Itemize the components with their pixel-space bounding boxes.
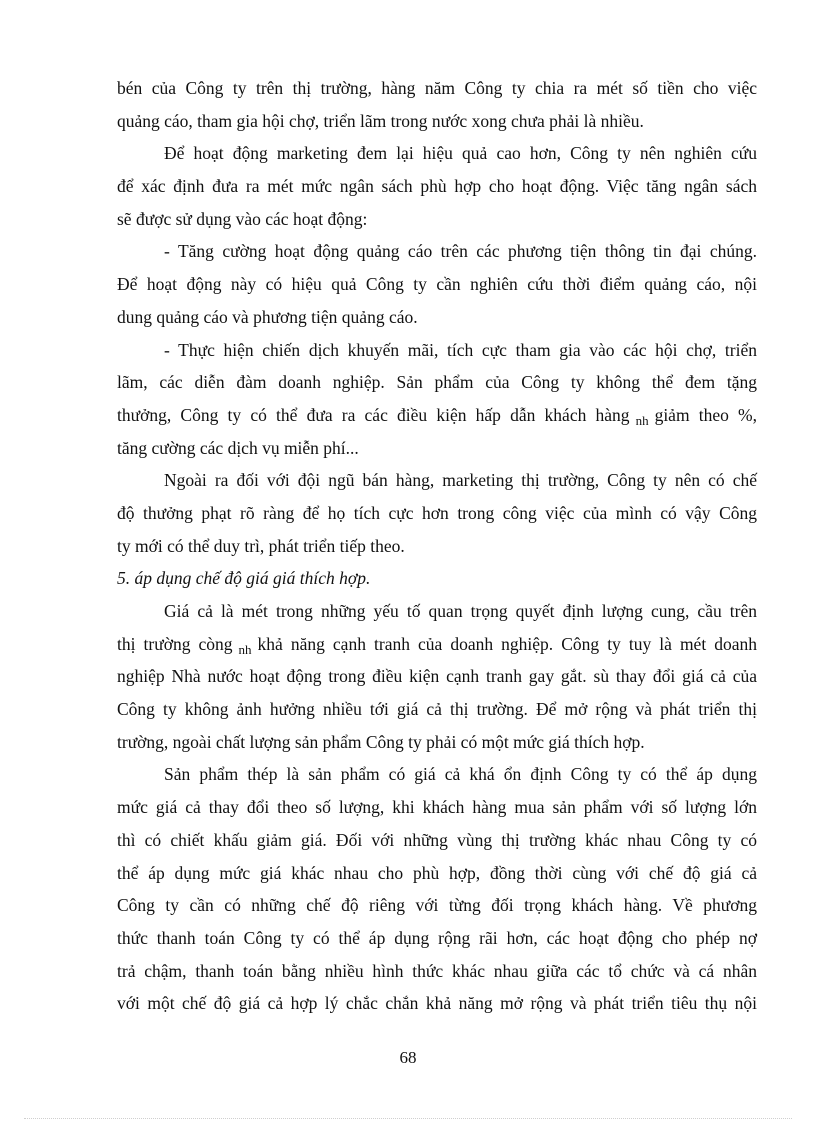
text-line: bén của Công ty trên thị trường, hàng năm Công ty chia ra mét số tiền cho việc <box>117 78 757 98</box>
text-line: trả chậm, thanh toán bằng nhiều hình thức khác nhau giữa các tổ chức và cá nhân <box>117 960 757 981</box>
text-segment: giảm theo %, <box>654 404 758 425</box>
text-line: quảng cáo, tham gia hội chợ, triển lãm trong nước xong chưa phải là nhiều. <box>117 110 644 131</box>
text-line: Công ty không ảnh hưởng nhiều tới giá cả thị trường. Để mở rộng và phát triển thị <box>117 699 757 720</box>
text-segment: thị trường còng <box>117 633 233 654</box>
text-line: để xác định đưa ra mét mức ngân sách phù hợp cho hoạt động. Việc tăng ngân sách <box>117 176 757 197</box>
page-number: 68 <box>399 1048 417 1067</box>
text-line-with-subscript <box>117 399 757 432</box>
text-line: thể áp dụng mức giá khác nhau cho phù hợp, đồng thời cùng với chế độ giá cả <box>117 862 757 883</box>
text-line: độ thưởng phạt rõ ràng để họ tích cực hơn trong công việc của mình có vậy Công <box>117 502 757 523</box>
text-segment: thưởng, Công ty có thể đưa ra các điều kiện hấp dẫn khách hàng <box>117 404 630 425</box>
paragraph-first-line: Giá cả là mét trong những yếu tố quan trọng quyết định lượng cung, cầu trên <box>164 601 757 621</box>
text-line: thì có chiết khấu giảm giá. Đối với những vùng thị trường khác nhau Công ty có <box>117 829 757 850</box>
paragraph-first-line: Ngoài ra đối với đội ngũ bán hàng, marketing thị trường, Công ty nên có chế <box>164 470 757 491</box>
subscript-fragment: nh <box>238 641 252 657</box>
text-line: ty mới có thể duy trì, phát triển tiếp theo. <box>117 535 405 556</box>
bullet-item-first-line: - Tăng cường hoạt động quảng cáo trên các phương tiện thông tin đại chúng. <box>164 241 757 262</box>
text-line: thức thanh toán Công ty có thể áp dụng rộng rãi hơn, các hoạt động cho phép nợ <box>117 927 757 948</box>
text-line: với một chế độ giá cả hợp lý chắc chắn khả năng mở rộng và phát triển tiêu thụ nội <box>117 993 757 1014</box>
text-line: trường, ngoài chất lượng sản phẩm Công ty phải có một mức giá thích hợp. <box>117 731 645 752</box>
text-line: lãm, các diễn đàm doanh nghiệp. Sản phẩm của Công ty không thể đem tặng <box>117 372 757 393</box>
page-bottom-border <box>24 1118 792 1119</box>
text-line: sẽ được sử dụng vào các hoạt động: <box>117 208 368 229</box>
paragraph-first-line: Sản phẩm thép là sản phẩm có giá cả khá ổn định Công ty có thể áp dụng <box>164 764 757 785</box>
text-line: tăng cường các dịch vụ miễn phí... <box>117 437 359 458</box>
text-line: mức giá cả thay đổi theo số lượng, khi khách hàng mua sản phẩm với số lượng lớn <box>117 797 757 818</box>
text-line-with-subscript <box>117 628 757 661</box>
section-heading: 5. áp dụng chế độ giá giá thích hợp. <box>117 568 371 589</box>
bullet-item-first-line: - Thực hiện chiến dịch khuyến mãi, tích cực tham gia vào các hội chợ, triển <box>164 339 757 360</box>
text-line: nghiệp Nhà nước hoạt động trong điều kiện cạnh tranh gay gắt. sù thay đổi giá cả của <box>117 666 757 687</box>
text-line: Để hoạt động này có hiệu quả Công ty cần nghiên cứu thời điểm quảng cáo, nội <box>117 274 757 295</box>
paragraph-first-line: Để hoạt động marketing đem lại hiệu quả cao hơn, Công ty nên nghiên cứu <box>164 143 757 164</box>
text-line: Công ty cần có những chế độ riêng với từng đối trọng khách hàng. Về phương <box>117 895 757 916</box>
subscript-fragment: nh <box>635 412 649 428</box>
text-line: dung quảng cáo và phương tiện quảng cáo. <box>117 306 418 327</box>
text-segment: khả năng cạnh tranh của doanh nghiệp. Công ty tuy là mét doanh <box>257 633 758 654</box>
document-body <box>117 72 757 1020</box>
